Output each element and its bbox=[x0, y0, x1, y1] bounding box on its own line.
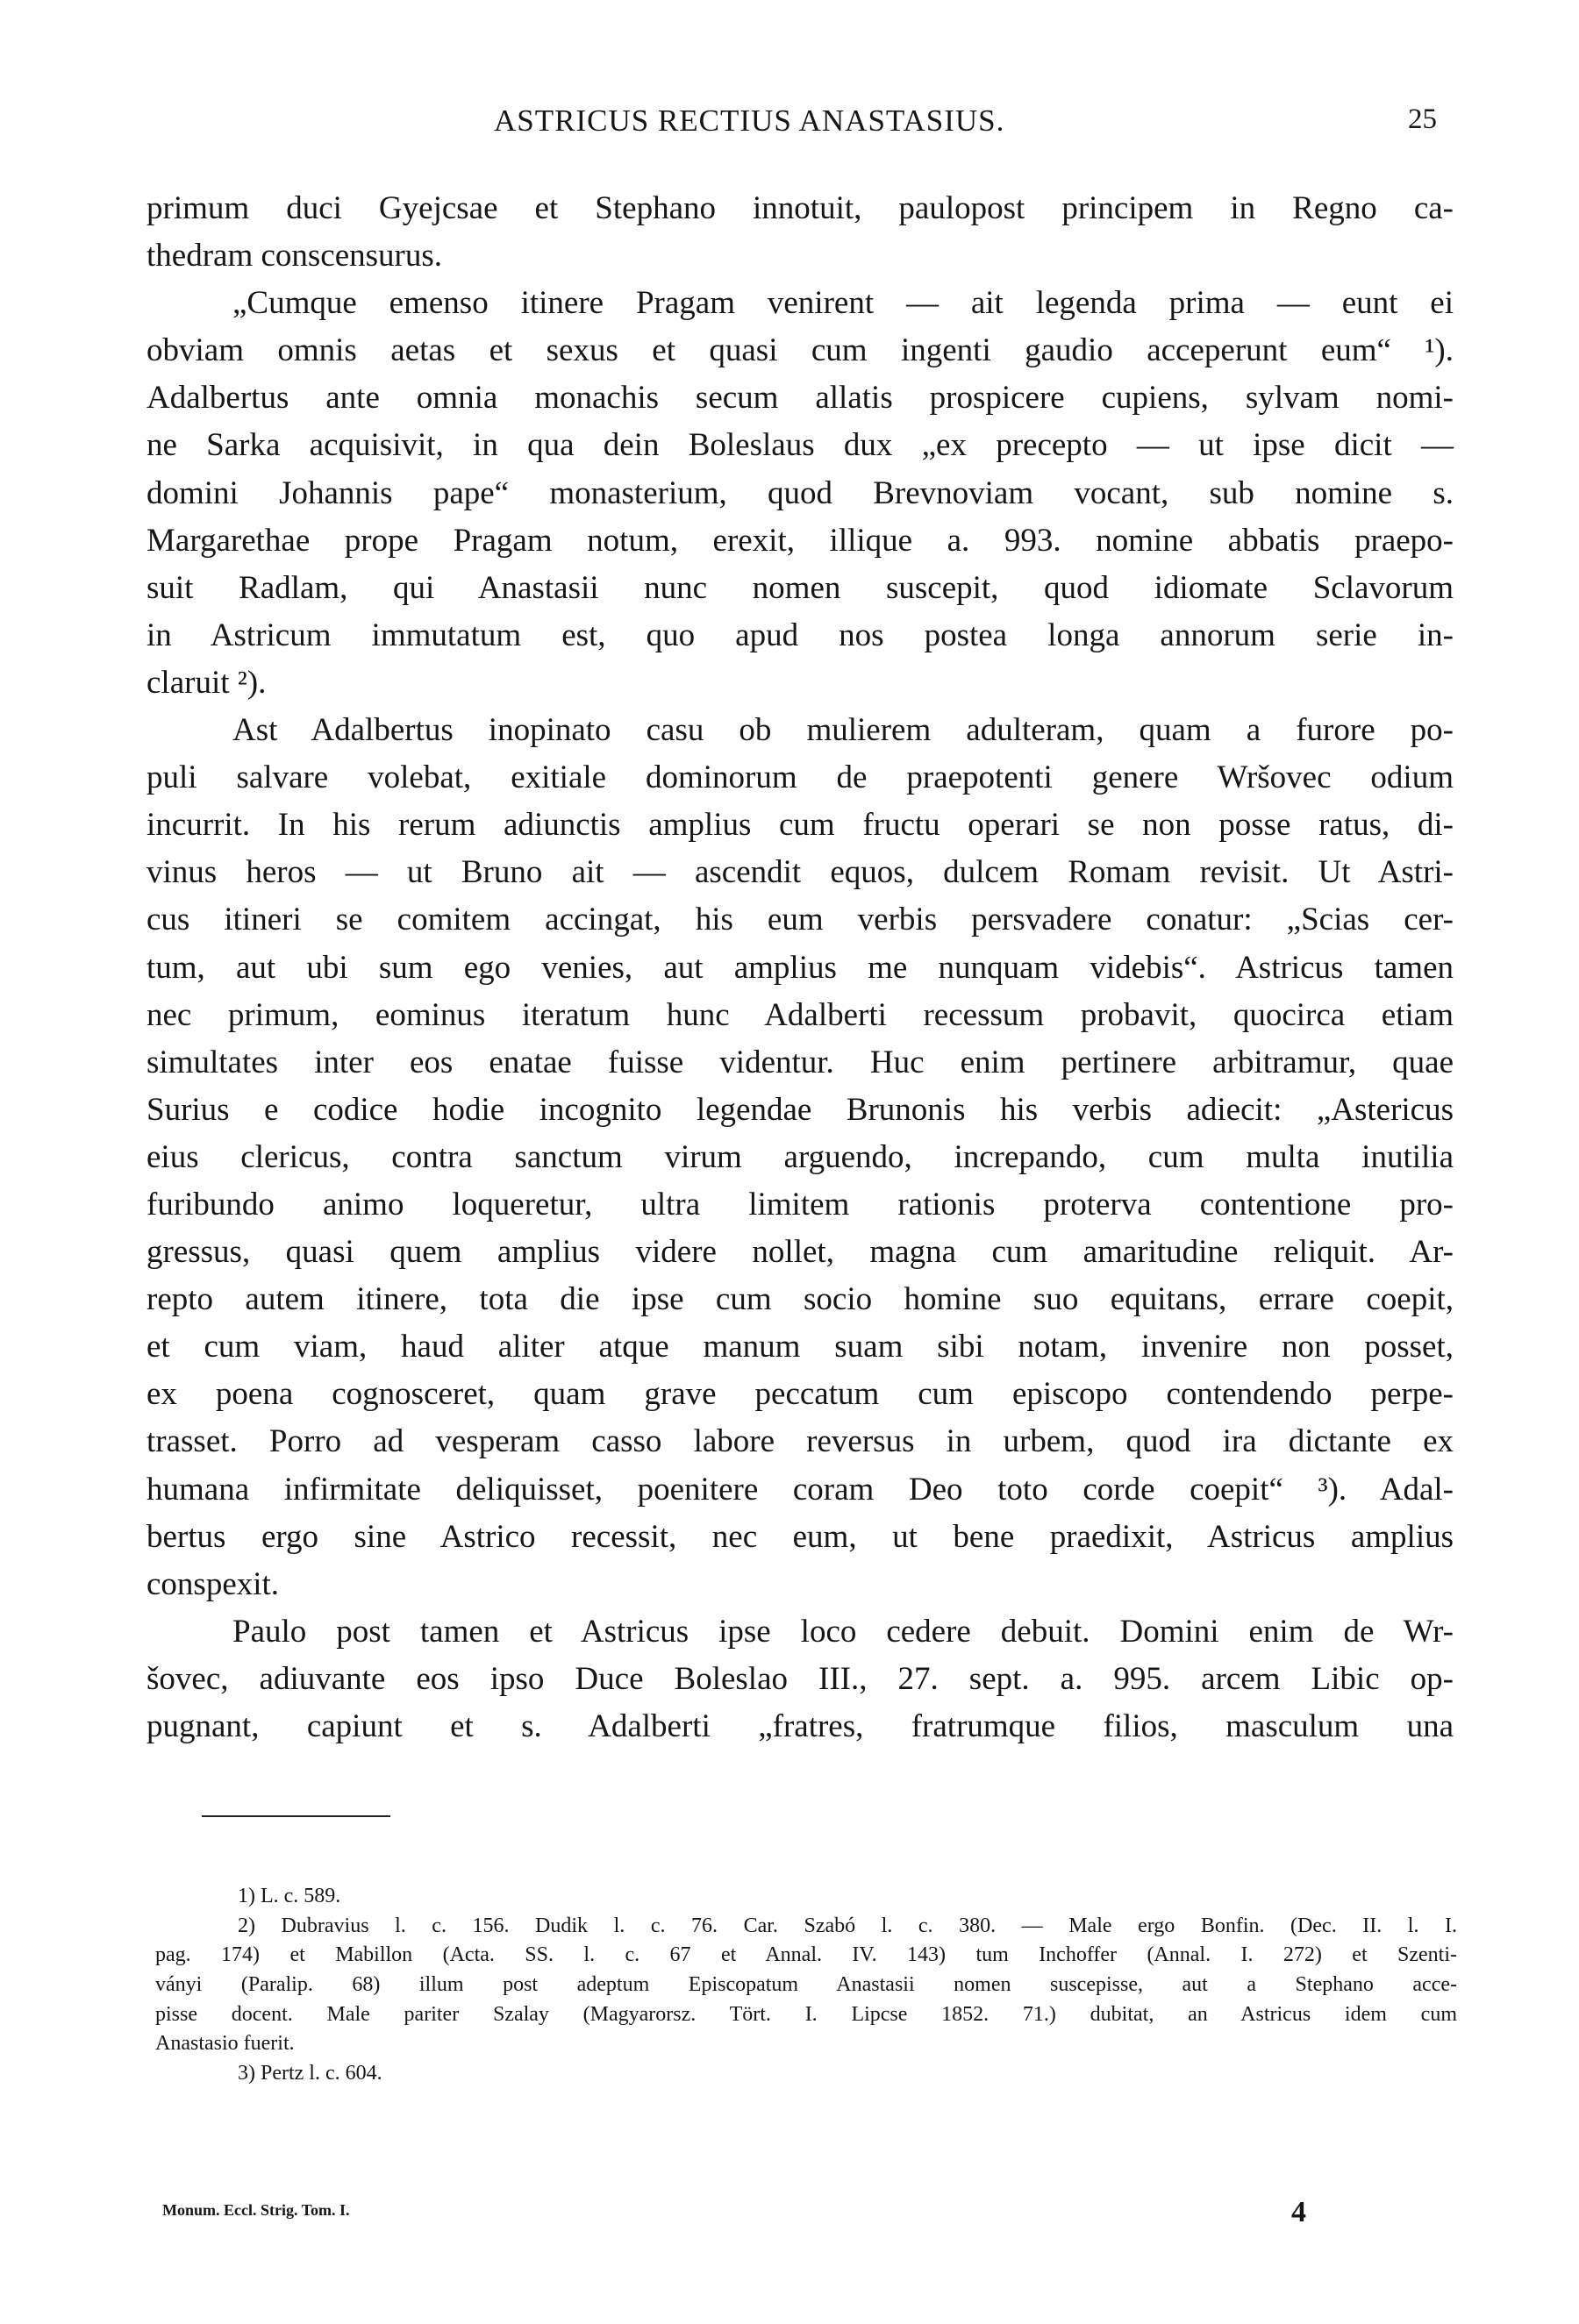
text-line: puli salvare volebat, exitiale dominorum de praepotenti genere Wršovec odium bbox=[146, 759, 1454, 796]
text-line: et cum viam, haud aliter atque manum suam sibi notam, invenire non posset, bbox=[146, 1329, 1454, 1365]
text-line: suit Radlam, qui Anastasii nunc nomen suscepit, quod idiomate Sclavorum bbox=[146, 569, 1454, 606]
footnote-line: 2) Dubravius l. c. 156. Dudik l. c. 76. Car. Szabó l. c. 380. — Male ergo Bonfin. (Dec. II. l. I. bbox=[238, 1914, 1457, 1937]
text-line: Adalbertus ante omnia monachis secum allatis prospicere cupiens, sylvam nomi- bbox=[146, 380, 1454, 417]
page-footer bbox=[0, 2196, 1579, 2236]
signature-mark: 4 bbox=[1291, 2196, 1306, 2228]
footnote-divider bbox=[202, 1815, 390, 1817]
text-line: pugnant, capiunt et s. Adalberti „fratres, fratrumque filios, masculum una bbox=[146, 1708, 1454, 1744]
text-line: Ast Adalbertus inopinato casu ob mulierem adulteram, quam a furore po- bbox=[232, 712, 1454, 749]
text-line: gressus, quasi quem amplius videre nollet, magna cum amaritudine reliquit. Ar- bbox=[146, 1234, 1454, 1271]
text-line: furibundo animo loqueretur, ultra limitem rationis proterva contentione pro- bbox=[146, 1186, 1454, 1223]
text-line: simultates inter eos enatae fuisse videntur. Huc enim pertinere arbitramur, quae bbox=[146, 1044, 1454, 1080]
text-line: „Cumque emenso itinere Pragam venirent — ait legenda prima — eunt ei bbox=[232, 285, 1454, 322]
text-line: vinus heros — ut Bruno ait — ascendit equos, dulcem Romam revisit. Ut Astri- bbox=[146, 854, 1454, 891]
text-line: bertus ergo sine Astrico recessit, nec eum, ut bene praedixit, Astricus amplius bbox=[146, 1518, 1454, 1555]
footnote-line: pisse docent. Male pariter Szalay (Magyarorsz. Tört. I. Lipcse 1852. 71.) dubitat, an Astricus idem cum bbox=[155, 2002, 1457, 2026]
text-line: obviam omnis aetas et sexus et quasi cum ingenti gaudio acceperunt eum“ ¹). bbox=[146, 332, 1454, 369]
printer-signature: Monum. Eccl. Strig. Tom. I. bbox=[162, 2201, 350, 2219]
text-line: incurrit. In his rerum adiunctis amplius cum fructu operari se non posse ratus, di- bbox=[146, 807, 1454, 844]
text-line: Surius e codice hodie incognito legendae Brunonis his verbis adiecit: „Astericus bbox=[146, 1091, 1454, 1128]
footnotes bbox=[155, 1882, 1457, 2089]
footnote-line: 3) Pertz l. c. 604. bbox=[238, 2062, 382, 2085]
text-line: ex poena cognosceret, quam grave peccatum cum episcopo contendendo perpe- bbox=[146, 1376, 1454, 1413]
footnote-line: 1) L. c. 589. bbox=[238, 1885, 341, 1907]
running-title: ASTRICUS RECTIUS ANASTASIUS. bbox=[494, 103, 1005, 138]
text-line: in Astricum immutatum est, quo apud nos postea longa annorum serie in- bbox=[146, 617, 1454, 653]
text-line: primum duci Gyejcsae et Stephano innotuit, paulopost principem in Regno ca- bbox=[146, 190, 1454, 226]
text-line: šovec, adiuvante eos ipso Duce Boleslao III., 27. sept. a. 995. arcem Libic op- bbox=[146, 1660, 1454, 1697]
footnote-line: pag. 174) et Mabillon (Acta. SS. l. c. 67 et Annal. IV. 143) tum Inchoffer (Annal. I. 272) et Szenti- bbox=[155, 1943, 1457, 1967]
text-line: Margarethae prope Pragam notum, erexit, illique a. 993. nomine abbatis praepo- bbox=[146, 522, 1454, 559]
text-line: Paulo post tamen et Astricus ipse loco cedere debuit. Domini enim de Wr- bbox=[232, 1613, 1454, 1650]
text-line: tum, aut ubi sum ego venies, aut amplius me nunquam videbis“. Astricus tamen bbox=[146, 949, 1454, 986]
footnote-line: Anastasio fuerit. bbox=[155, 2032, 295, 2056]
running-head bbox=[0, 103, 1579, 146]
text-line: nec primum, eominus iteratum hunc Adalberti recessum probavit, quocirca etiam bbox=[146, 996, 1454, 1033]
text-line: eius clericus, contra sanctum virum arguendo, increpando, cum multa inutilia bbox=[146, 1138, 1454, 1175]
text-line: repto autem itinere, tota die ipse cum socio homine suo equitans, errare coepit, bbox=[146, 1281, 1454, 1318]
text-line: trasset. Porro ad vesperam casso labore reversus in urbem, quod ira dictante ex bbox=[146, 1423, 1454, 1460]
page-number: 25 bbox=[1408, 103, 1437, 135]
text-line: thedram conscensurus. bbox=[146, 238, 443, 274]
main-text bbox=[146, 185, 1454, 1750]
text-line: cus itineri se comitem accingat, his eum verbis persvadere conatur: „Scias cer- bbox=[146, 902, 1454, 938]
text-line: claruit ²). bbox=[146, 664, 267, 701]
text-line: ne Sarka acquisivit, in qua dein Boleslaus dux „ex precepto — ut ipse dicit — bbox=[146, 427, 1454, 464]
text-line: domini Johannis pape“ monasterium, quod Brevnoviam vocant, sub nomine s. bbox=[146, 474, 1454, 511]
text-line: humana infirmitate deliquisset, poenitere coram Deo toto corde coepit“ ³). Adal- bbox=[146, 1471, 1454, 1508]
text-line: conspexit. bbox=[146, 1565, 280, 1602]
footnote-line: ványi (Paralip. 68) illum post adeptum Episcopatum Anastasii nomen suscepisse, aut a Stephano acce- bbox=[155, 1973, 1457, 1997]
